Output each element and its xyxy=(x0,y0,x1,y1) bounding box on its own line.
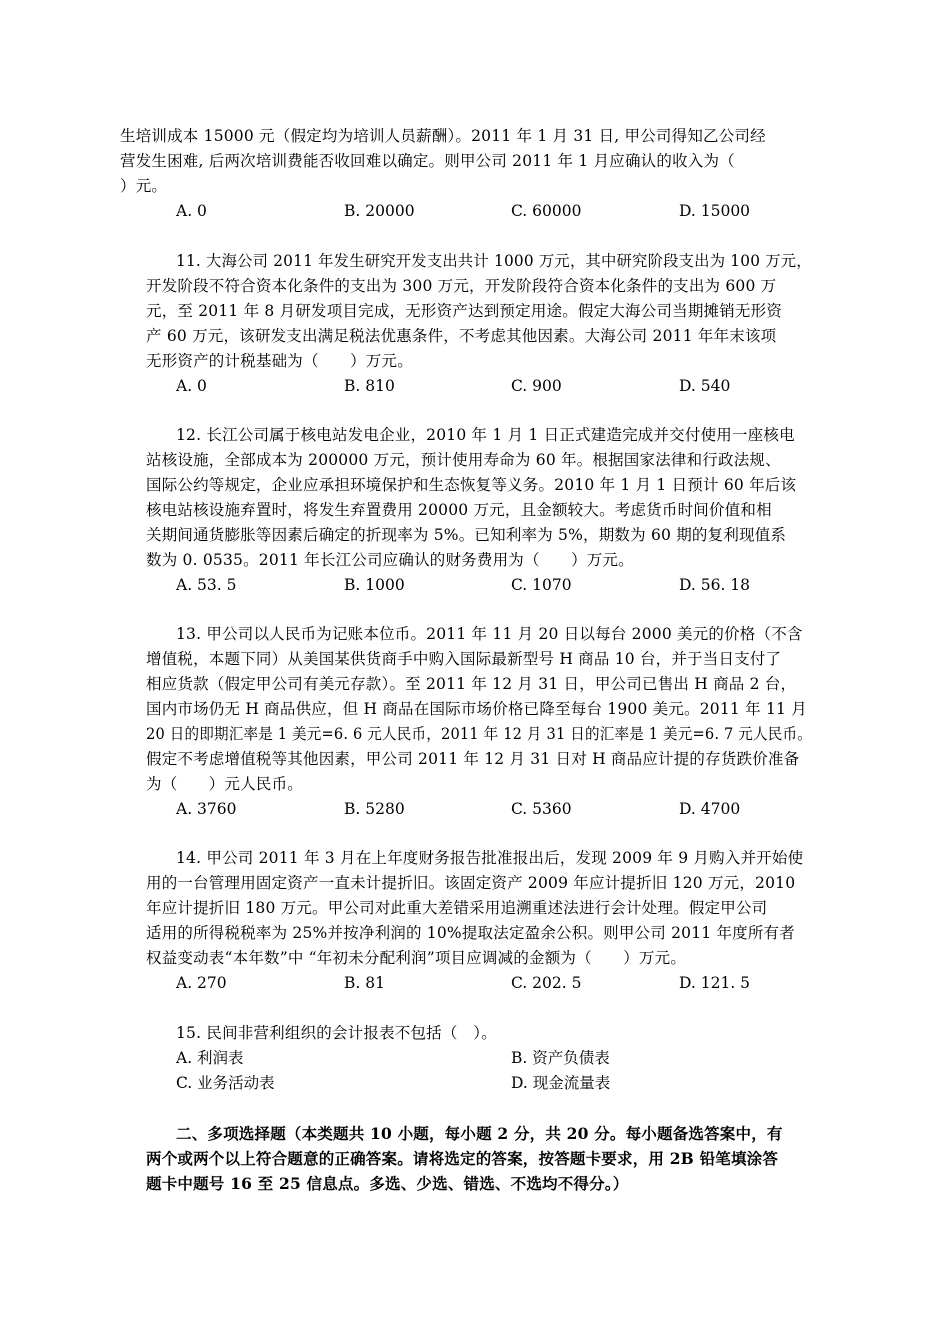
q10-option-c: C. 60000 xyxy=(511,202,582,220)
q12-line-6: 数为 0. 0535。2011 年长江公司应确认的财务费用为（ ）万元。 xyxy=(146,551,634,569)
q14-line-4: 适用的所得税税率为 25%并按净利润的 10%提取法定盈余公积。则甲公司 2011 年度所有者 xyxy=(146,924,795,942)
q10-line-3: ）元。 xyxy=(120,177,168,195)
q13-line-7: 为（ ）元人民币。 xyxy=(146,775,304,793)
q11-line-2: 开发阶段不符合资本化条件的支出为 300 万元，开发阶段符合资本化条件的支出为 600 万 xyxy=(146,277,777,295)
q14-option-c: C. 202. 5 xyxy=(511,974,582,992)
q11-option-b: B. 810 xyxy=(344,377,395,395)
section2-line-2: 两个或两个以上符合题意的正确答案。请将选定的答案，按答题卡要求，用 2B 铅笔填涂答 xyxy=(146,1149,779,1168)
q14-option-b: B. 81 xyxy=(344,974,385,992)
q13-line-1: 13. 甲公司以人民币为记账本位币。2011 年 11 月 20 日以每台 2000 美元的价格（不含 xyxy=(176,625,803,643)
q14-option-d: D. 121. 5 xyxy=(679,974,751,992)
q12-line-3: 国际公约等规定，企业应承担环境保护和生态恢复等义务。2010 年 1 月 1 日预计 60 年后该 xyxy=(146,476,797,494)
q14-line-5: 权益变动表“本年数”中 “年初未分配利润”项目应调减的金额为（ ）万元。 xyxy=(146,949,687,967)
q11-option-c: C. 900 xyxy=(511,377,562,395)
q12-option-d: D. 56. 18 xyxy=(679,576,751,594)
q13-line-6: 假定不考虑增值税等其他因素，甲公司 2011 年 12 月 31 日对 H 商品应计提的存货跌价准备 xyxy=(146,750,800,768)
q13-line-4: 国内市场仍无 H 商品供应，但 H 商品在国际市场价格已降至每台 1900 美元。2011 年 11 月 xyxy=(146,700,807,718)
q12-line-4: 核电站核设施弃置时，将发生弃置费用 20000 万元，且金额较大。考虑货币时间价值和相 xyxy=(146,501,772,519)
q13-line-3: 相应货款（假定甲公司有美元存款）。至 2011 年 12 月 31 日，甲公司已售出 H 商品 2 台， xyxy=(146,675,797,693)
q13-line-5: 20 日的即期汇率是 1 美元=6. 6 元人民币，2011 年 12 月 31 日的汇率是 1 美元=6. 7 元人民币。 xyxy=(146,725,813,743)
q15-option-d: D. 现金流量表 xyxy=(511,1074,611,1092)
q11-option-a: A. 0 xyxy=(176,377,207,395)
q13-option-a: A. 3760 xyxy=(176,800,237,818)
q11-option-d: D. 540 xyxy=(679,377,731,395)
q15-option-a: A. 利润表 xyxy=(176,1049,244,1067)
q11-line-4: 产 60 万元，该研发支出满足税法优惠条件，不考虑其他因素。大海公司 2011 年年末该项 xyxy=(146,327,777,345)
q12-line-5: 关期间通货膨胀等因素后确定的折现率为 5%。已知利率为 5%，期数为 60 期的复利现值系 xyxy=(146,526,787,544)
q10-line-1: 生培训成本 15000 元（假定均为培训人员薪酬）。2011 年 1 月 31 日, 甲公司得知乙公司经 xyxy=(120,127,766,145)
section2-line-3: 题卡中题号 16 至 25 信息点。多选、少选、错选、不选均不得分。） xyxy=(146,1174,629,1193)
q15-option-b: B. 资产负债表 xyxy=(511,1049,610,1067)
q13-line-2: 增值税，本题下同）从美国某供货商手中购入国际最新型号 H 商品 10 台，并于当日支付了 xyxy=(146,650,782,668)
q11-line-5: 无形资产的计税基础为（ ）万元。 xyxy=(146,352,413,370)
q14-line-3: 年应计提折旧 180 万元。甲公司对此重大差错采用追溯重述法进行会计处理。假定甲公司 xyxy=(146,899,768,917)
section2-line-1: 二、多项选择题（本类题共 10 小题，每小题 2 分，共 20 分。每小题备选答案中，有 xyxy=(176,1124,783,1143)
q15-line-1: 15. 民间非营利组织的会计报表不包括（ ）。 xyxy=(176,1024,497,1042)
q14-line-1: 14. 甲公司 2011 年 3 月在上年度财务报告批准报出后，发现 2009 年 9 月购入并开始使 xyxy=(176,849,804,867)
q11-line-3: 元，至 2011 年 8 月研发项目完成，无形资产达到预定用途。假定大海公司当期摊销无形资 xyxy=(146,302,783,320)
q10-option-a: A. 0 xyxy=(176,202,207,220)
q12-option-b: B. 1000 xyxy=(344,576,405,594)
q12-option-a: A. 53. 5 xyxy=(176,576,237,594)
q13-option-d: D. 4700 xyxy=(679,800,741,818)
q15-option-c: C. 业务活动表 xyxy=(176,1074,275,1092)
q12-option-c: C. 1070 xyxy=(511,576,572,594)
q14-option-a: A. 270 xyxy=(176,974,227,992)
q11-line-1: 11. 大海公司 2011 年发生研究开发支出共计 1000 万元，其中研究阶段支出为 100 万元， xyxy=(176,252,812,270)
q13-option-c: C. 5360 xyxy=(511,800,572,818)
q10-option-d: D. 15000 xyxy=(679,202,751,220)
q10-line-2: 营发生困难, 后两次培训费能否收回难以确定。则甲公司 2011 年 1 月应确认的收入为（ xyxy=(120,152,735,170)
q10-option-b: B. 20000 xyxy=(344,202,415,220)
q12-line-2: 站核设施，全部成本为 200000 万元，预计使用寿命为 60 年。根据国家法律和行政法规、 xyxy=(146,451,781,469)
q14-line-2: 用的一台管理用固定资产一直未计提折旧。该固定资产 2009 年应计提折旧 120 万元，2010 xyxy=(146,874,796,892)
q12-line-1: 12. 长江公司属于核电站发电企业，2010 年 1 月 1 日正式建造完成并交付使用一座核电 xyxy=(176,426,795,444)
q13-option-b: B. 5280 xyxy=(344,800,405,818)
